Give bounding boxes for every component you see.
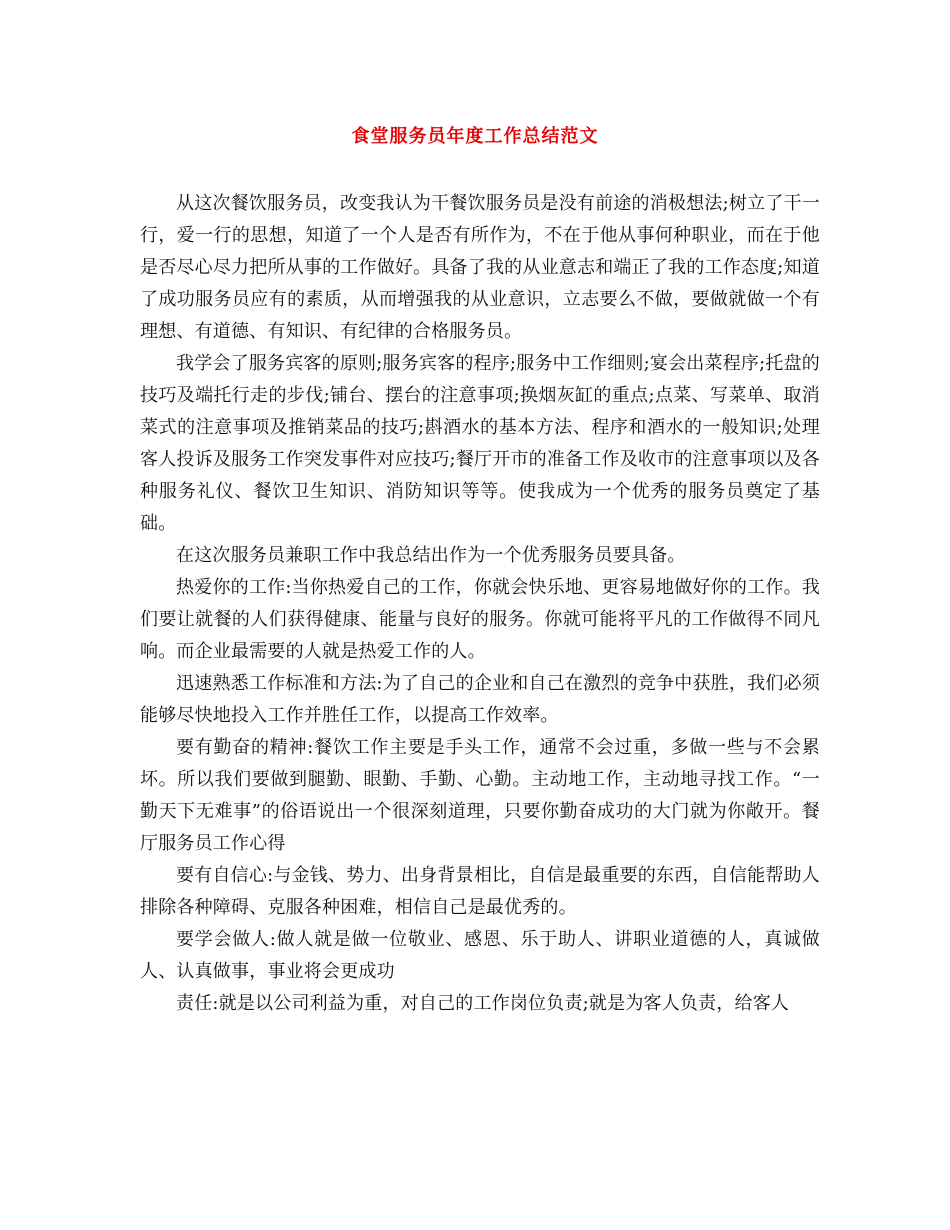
paragraph: 要有自信心:与金钱、势力、出身背景相比，自信是最重要的东西，自信能帮助人排除各种障碍、克服各种困难，相信自己是最优秀的。	[140, 865, 820, 918]
paragraph: 要有勤奋的精神:餐饮工作主要是手头工作，通常不会过重，多做一些与不会累坏。所以我们要做到腿勤、眼勤、手勤、心勤。主动地工作，主动地寻找工作。“一勤天下无难事”的俗语说出一个很深刻道理，只要你勤奋成功的大门就为你敞开。餐厅服务员工作心得	[140, 737, 820, 854]
paragraph: 我学会了服务宾客的原则;服务宾客的程序;服务中工作细则;宴会出菜程序;托盘的技巧及端托行走的步伐;铺台、摆台的注意事项;换烟灰缸的重点;点菜、写菜单、取消菜式的注意事项及推销菜品的技巧;斟酒水的基本方法、程序和酒水的一般知识;处理客人投诉及服务工作突发事件对应技巧;餐厅开市的准备工作及收市的注意事项以及各种服务礼仪、餐饮卫生知识、消防知识等等。使我成为一个优秀的服务员奠定了基础。	[140, 353, 820, 534]
paragraph: 要学会做人:做人就是做一位敬业、感恩、乐于助人、讲职业道德的人，真诚做人、认真做事，事业将会更成功	[140, 929, 820, 982]
paragraph: 热爱你的工作:当你热爱自己的工作，你就会快乐地、更容易地做好你的工作。我们要让就餐的人们获得健康、能量与良好的服务。你就可能将平凡的工作做得不同凡响。而企业最需要的人就是热爱工作的人。	[140, 577, 820, 662]
document-body	[140, 188, 820, 1020]
paragraph: 在这次服务员兼职工作中我总结出作为一个优秀服务员要具备。	[176, 545, 686, 566]
paragraph: 迅速熟悉工作标准和方法:为了自己的企业和自己在激烈的竞争中获胜，我们必须能够尽快地投入工作并胜任工作，以提高工作效率。	[140, 673, 820, 726]
paragraph: 从这次餐饮服务员，改变我认为干餐饮服务员是没有前途的消极想法;树立了干一行，爱一行的思想，知道了一个人是否有所作为，不在于他从事何种职业，而在于他是否尽心尽力把所从事的工作做好。具备了我的从业意志和端正了我的工作态度;知道了成功服务员应有的素质，从而增强我的从业意识，立志要么不做，要做就做一个有理想、有道德、有知识、有纪律的合格服务员。	[140, 193, 820, 342]
document-title: 食堂服务员年度工作总结范文	[351, 126, 599, 147]
paragraph: 责任:就是以公司利益为重，对自己的工作岗位负责;就是为客人负责，给客人	[176, 993, 790, 1014]
